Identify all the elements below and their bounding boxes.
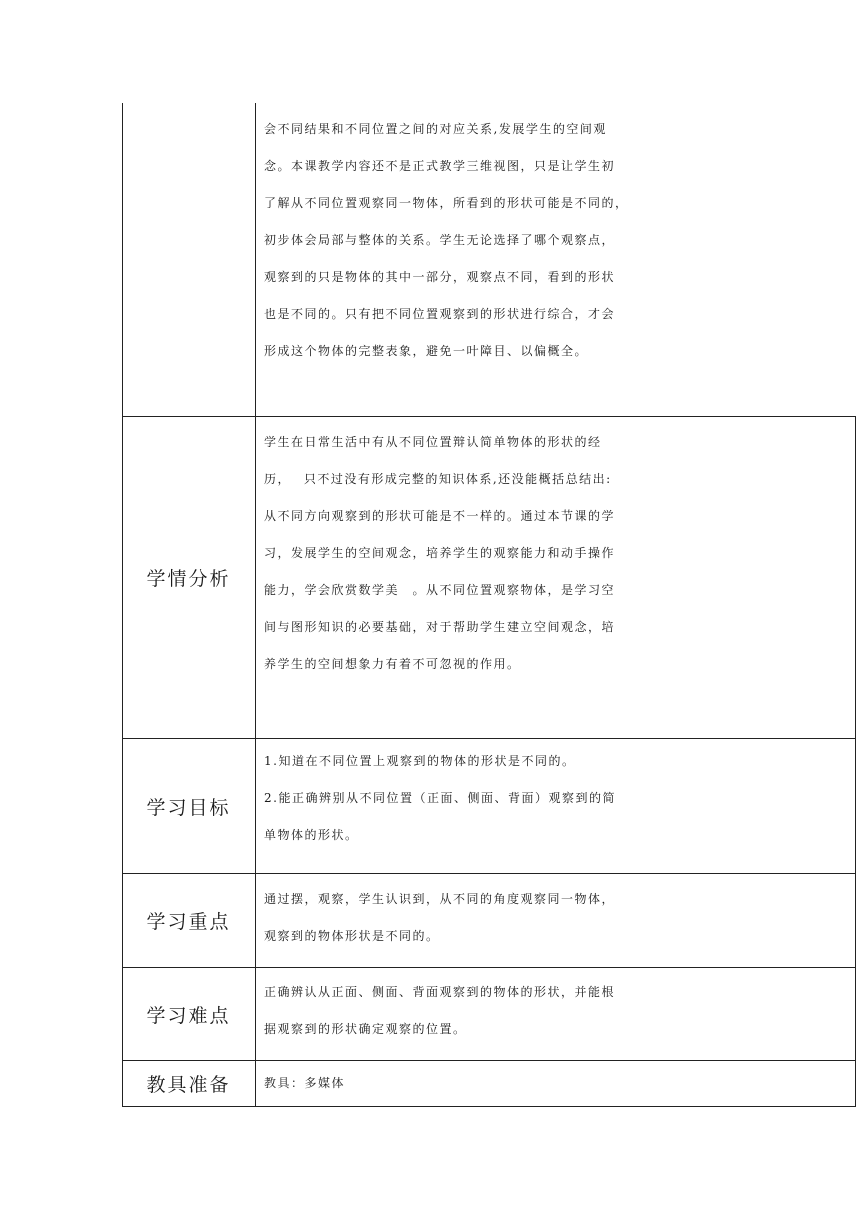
table-right-border — [855, 416, 856, 1107]
text-line: 能力，学会欣赏数学美 。从不同位置观察物体，是学习空 — [264, 583, 616, 597]
text-line: 2.能正确辨别从不同位置（正面、侧面、背面）观察到的简 — [264, 791, 616, 805]
text-line: 会不同结果和不同位置之间的对应关系,发展学生的空间观 — [264, 122, 607, 136]
row-label-difficulties: 学习难点 — [146, 1004, 231, 1027]
text-line: 历， 只不过没有形成完整的知识体系,还没能概括总结出: — [264, 472, 612, 486]
text-line: 据观察到的形状确定观察的位置。 — [264, 1022, 467, 1036]
content-cell-learning-goals — [264, 743, 854, 854]
text-line: 也是不同的。只有把不同位置观察到的形状进行综合，才会 — [264, 307, 616, 321]
text-line: 习，发展学生的空间观念，培养学生的观察能力和动手操作 — [264, 546, 616, 560]
row-label-student-analysis: 学情分析 — [146, 568, 231, 590]
table-column-divider — [255, 103, 256, 1107]
content-cell-key-points — [264, 881, 854, 955]
text-line: 单物体的形状。 — [264, 828, 359, 842]
row-label-key-points: 学习重点 — [146, 911, 231, 933]
content-cell-difficulties — [264, 974, 854, 1048]
text-line: 初步体会局部与整体的关系。学生无论选择了哪个观察点， — [264, 233, 616, 247]
text-line: 观察到的只是物体的其中一部分，观察点不同，看到的形状 — [264, 270, 616, 284]
text-line: 教具：多媒体 — [264, 1076, 346, 1090]
text-line: 养学生的空间想象力有着不可忽视的作用。 — [264, 657, 521, 671]
content-cell-student-analysis — [264, 424, 854, 683]
content-cell-teaching-aids — [264, 1065, 854, 1102]
text-line: 念。本课教学内容还不是正式教学三维视图，只是让学生初 — [264, 159, 616, 173]
text-line: 形成这个物体的完整表象，避免一叶障目、以偏概全。 — [264, 344, 589, 358]
text-line: 从不同方向观察到的形状可能是不一样的。通过本节课的学 — [264, 509, 616, 523]
text-line: 通过摆，观察，学生认识到，从不同的角度观察同一物体， — [264, 892, 616, 906]
table-bottom-border — [122, 1106, 856, 1107]
row-label-learning-goals: 学习目标 — [146, 796, 231, 819]
text-line: 间与图形知识的必要基础，对于帮助学生建立空间观念，培 — [264, 620, 616, 634]
text-line: 正确辨认从正面、侧面、背面观察到的物体的形状，并能根 — [264, 985, 616, 999]
row-label-teaching-aids: 教具准备 — [146, 1074, 231, 1096]
text-line: 学生在日常生活中有从不同位置辩认简单物体的形状的经 — [264, 435, 602, 449]
text-line: 了解从不同位置观察同一物体，所看到的形状可能是不同的， — [264, 196, 629, 210]
content-cell-continued — [264, 111, 854, 370]
text-line: 1.知道在不同位置上观察到的物体的形状是不同的。 — [264, 754, 576, 768]
text-line: 观察到的物体形状是不同的。 — [264, 929, 440, 943]
